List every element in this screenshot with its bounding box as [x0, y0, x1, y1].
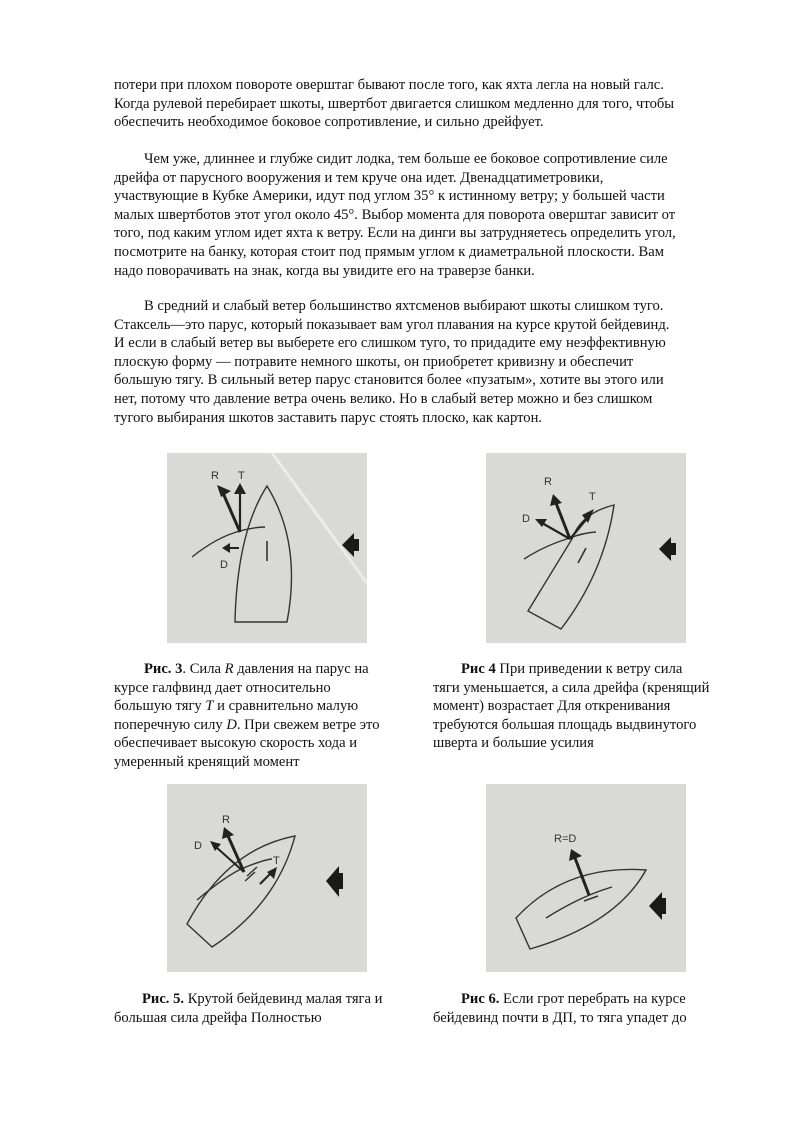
caption-line: шверта и большие усилия [433, 735, 594, 752]
label-R: R [211, 470, 219, 482]
sail-line [192, 527, 265, 557]
force-RD-arrow [575, 858, 589, 895]
caption-label: Рис 6. [461, 991, 500, 1007]
sail-line [524, 532, 596, 559]
caption-line: курсе галфвинд дает относительно [114, 679, 331, 696]
label-R: R [222, 814, 230, 826]
figure-6-caption: Рис 6. Если грот перебрать на курсе бейдевинд почти в ДП, то тяга упадет до [433, 990, 773, 1027]
caption-line: бейдевинд почти в ДП, то тяга упадет до [433, 1009, 687, 1026]
figure-6-image [486, 784, 686, 972]
text-line: малых швертботов этот угол около 45°. Выбор момента для поворота оверштаг зависит от [114, 206, 676, 223]
sail-line [546, 887, 612, 918]
text-line: потери при плохом повороте оверштаг бывают после того, как яхта легла на новый галс. [114, 77, 664, 93]
label-R: R [544, 476, 552, 488]
sailboat-diagram [167, 784, 367, 972]
caption-line: умеренный кренящий момент [114, 753, 300, 770]
label-D: D [220, 559, 228, 571]
text-line: В средний и слабый ветер большинство яхтсменов выбирают шкоты слишком туго. [144, 298, 664, 314]
paragraph-2 [114, 150, 774, 280]
hull-outline [516, 869, 646, 949]
wind-arrow-icon [649, 892, 666, 920]
text-line: плоскую форму — потравите немного шкоты, он приобретет кривизну и обеспечит [114, 353, 634, 370]
label-T: T [238, 470, 245, 482]
text-line: Когда рулевой перебирает шкоты, швертбот двигается слишком медленно для того, чтобы [114, 95, 675, 112]
figure-3-image [167, 453, 367, 643]
force-R-arrow [223, 493, 240, 532]
text-line: посмотрите на банку, которая стоит под прямым углом к диаметральной плоскости. Вам [114, 243, 664, 260]
text-line: нет, потому что давление ветра очень велико. Но в слабый ветер можно и без слишком [114, 390, 653, 407]
text-line: дрейфа от парусного вооружения и тем круче она идет. Двенадцатиметровики, [114, 169, 604, 186]
caption-label: Рис. 5. [142, 991, 185, 1007]
caption-label: Рис. 3 [144, 661, 183, 677]
paragraph-1 [114, 76, 774, 132]
wind-arrow-icon [659, 537, 676, 561]
text-line: И если в слабый ветер вы выберете его слишком туго, то придадите ему неэффективную [114, 335, 666, 352]
caption-line: момент) возрастает Для откренивания [433, 698, 671, 715]
wind-arrow-icon [326, 866, 343, 897]
hull-outline [187, 836, 295, 947]
force-T-arrow [260, 873, 271, 884]
label-D: D [522, 513, 530, 525]
paragraph-3 [114, 297, 774, 427]
text-line: того, под каким углом идет яхта к ветру. Если на динги вы затрудняетесь определить угол, [114, 225, 676, 242]
sailboat-diagram [486, 784, 686, 972]
force-R-arrow [556, 503, 570, 539]
caption-label: Рис 4 [461, 661, 496, 677]
caption-line: обеспечивает высокую скорость хода и [114, 735, 358, 752]
label-T: T [589, 491, 596, 503]
hull-outline [235, 486, 292, 622]
sailboat-diagram [167, 453, 367, 643]
figure-3-caption: Рис. 3. Сила R давления на парус на курсе галфвинд дает относительно большую тягу T и сравнительно малую поперечную силу D. При свежем ветре это обеспечивает высокую скорость хода и умеренный кренящий момент [114, 660, 424, 772]
text-line: Стаксель—это парус, который показывает вам угол плавания на курсе крутой бейдевинд. [114, 316, 670, 333]
caption-line: большая сила дрейфа Полностью [114, 1009, 322, 1026]
sailboat-diagram [486, 453, 686, 643]
label-T: T [273, 855, 280, 867]
text-line: тугого выбирания шкотов заставить парус стоять плоско, как картон. [114, 409, 543, 426]
figure-5-image [167, 784, 367, 972]
figure-4-image [486, 453, 686, 643]
figure-5-caption: Рис. 5. Крутой бейдевинд малая тяга и большая сила дрейфа Полностью [114, 990, 424, 1027]
text-line: Чем уже, длиннее и глубже сидит лодка, тем больше ее боковое сопротивление силе [144, 151, 668, 167]
text-line: надо поворачивать на знак, когда вы увидите его на траверзе банки. [114, 262, 535, 279]
caption-line: требуются большая площадь выдвинутого [433, 716, 697, 733]
label-D: D [194, 840, 202, 852]
text-line: большую тягу. В сильный ветер парус становится более «пузатым», хотите вы этого или [114, 372, 664, 389]
caption-text: . Сила [182, 661, 225, 677]
sail-line [197, 859, 272, 900]
caption-line: тяги уменьшается, а сила дрейфа (кренящий [433, 679, 710, 696]
figure-4-caption: Рис 4 При приведении к ветру сила тяги уменьшается, а сила дрейфа (кренящий момент) возрастает Для откренивания требуются большая площадь выдвинутого шверта и большие усилия [433, 660, 773, 753]
text-line: участвующие в Кубке Америки, идут под углом 35° к истинному ветру; у большей части [114, 188, 665, 205]
text-line: обеспечить необходимое боковое сопротивление, и сильно дрейфует. [114, 114, 544, 131]
label-R-equals-D: R=D [554, 833, 577, 845]
